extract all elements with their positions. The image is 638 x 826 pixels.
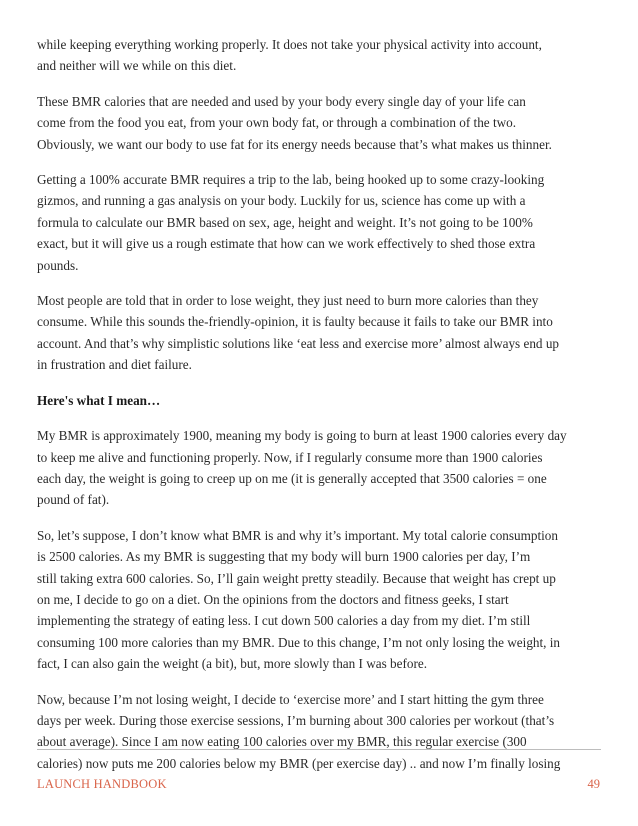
paragraph-6	[37, 525, 605, 675]
footer-divider	[37, 749, 601, 750]
text-line: is 2500 calories. As my BMR is suggesting that my body will burn 1900 calories per day, I’m	[37, 549, 531, 565]
text-line: while keeping everything working properly. It does not take your physical activity into account,	[37, 37, 542, 52]
paragraph-1	[37, 34, 605, 77]
text-line: gizmos, and running a gas analysis on your body. Luckily for us, science has come up with a	[37, 193, 526, 209]
paragraph-4	[37, 290, 605, 376]
paragraph-2	[37, 91, 605, 155]
text-line: consuming 100 more calories than my BMR. Due to this change, I’m not only losing the weight, in	[37, 634, 561, 650]
text-line: about average). Since I am now eating 100 calories over my BMR, this regular exercise (300	[37, 734, 527, 750]
text-line: Now, because I’m not losing weight, I decide to ‘exercise more’ and I start hitting the gym three	[37, 691, 544, 707]
subheading-text: Here's what I mean…	[37, 392, 161, 408]
text-line: days per week. During those exercise sessions, I’m burning about 300 calories per workout (that’s	[37, 712, 555, 728]
text-line: Obviously, we want our body to use fat for its energy needs because that’s what makes us thinner.	[37, 136, 552, 152]
paragraph-5	[37, 425, 605, 511]
section-subheading	[37, 390, 605, 411]
text-line: Most people are told that in order to lose weight, they just need to burn more calories than they	[37, 293, 539, 309]
body-text	[37, 34, 605, 788]
text-line: These BMR calories that are needed and used by your body every single day of your life can	[37, 93, 526, 109]
text-line: pound of fat).	[37, 492, 110, 508]
text-line: consume. While this sounds the-friendly-opinion, it is faulty because it fails to take our BMR into	[37, 314, 553, 330]
text-line: exact, but it will give us a rough estimate that how can we work effectively to shed those extra	[37, 236, 536, 252]
text-line: formula to calculate our BMR based on sex, age, height and weight. It’s not going to be 100%	[37, 214, 533, 230]
text-line: Getting a 100% accurate BMR requires a trip to the lab, being hooked up to some crazy-looking	[37, 172, 545, 188]
paragraph-3	[37, 169, 605, 276]
text-line: account. And that’s why simplistic solutions like ‘eat less and exercise more’ almost always end up	[37, 335, 560, 351]
text-line: implementing the strategy of eating less. I cut down 500 calories a day from my diet. I’m still	[37, 613, 531, 629]
text-line: still taking extra 600 calories. So, I’ll gain weight pretty steadily. Because that weight has crept up	[37, 570, 556, 586]
text-line: My BMR is approximately 1900, meaning my body is going to burn at least 1900 calories every day	[37, 428, 567, 444]
footer-title: LAUNCH HANDBOOK	[37, 777, 167, 791]
text-line: and neither will we while on this diet.	[37, 58, 237, 74]
text-line: So, let’s suppose, I don’t know what BMR is and why it’s important. My total calorie consumption	[37, 527, 558, 543]
text-line: come from the food you eat, from your own body fat, or through a combination of the two.	[37, 115, 517, 131]
text-line: calories) now puts me 200 calories below my BMR (per exercise day) .. and now I’m finally losing	[37, 755, 561, 771]
text-line: each day, the weight is going to creep up on me (it is generally accepted that 3500 calories = one	[37, 470, 547, 486]
text-line: on me, I decide to go on a diet. On the opinions from the doctors and fitness geeks, I start	[37, 591, 509, 607]
page-number: 49	[587, 777, 600, 791]
text-line: in frustration and diet failure.	[37, 357, 192, 373]
text-line: fact, I can also gain the weight (a bit), but, more slowly than I was before.	[37, 656, 428, 672]
text-line: to keep me alive and functioning properly. Now, if I regularly consume more than 1900 calories	[37, 449, 543, 465]
text-line: pounds.	[37, 257, 79, 273]
paragraph-7	[37, 689, 605, 775]
